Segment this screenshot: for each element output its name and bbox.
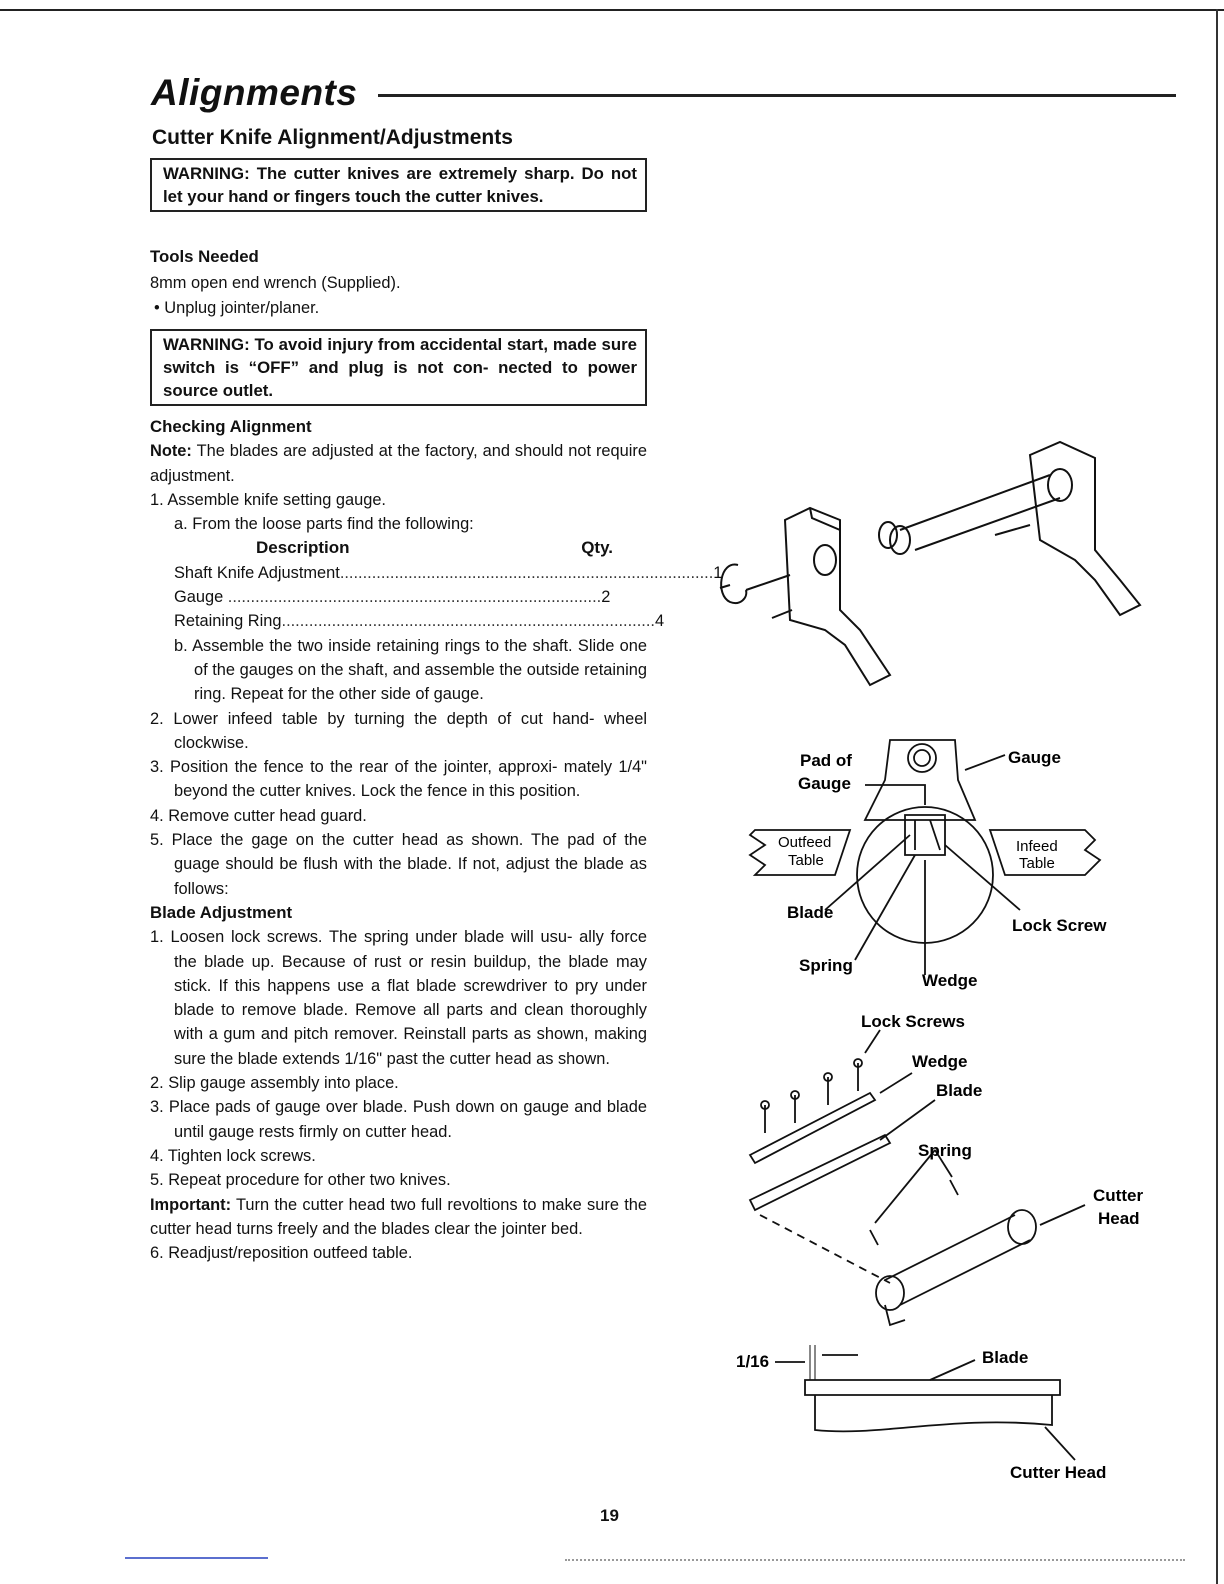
blade-adjustment-heading: Blade Adjustment (150, 902, 293, 922)
step-1b: b. Assemble the two inside retaining rings to the shaft. Slide one of the gauges on the shaft, and assemble the outside retaining ring. Repeat for the other side of gauge. (174, 636, 647, 704)
step-2: 2. Lower infeed table by turning the depth of cut hand- wheel clockwise. (150, 709, 647, 752)
label-outfeed: Outfeed (778, 834, 832, 851)
step-1a: a. From the loose parts find the following: (174, 515, 474, 534)
step-4: 4. Remove cutter head guard. (150, 806, 367, 825)
parts-header-description: Description (256, 538, 350, 558)
step-1: 1. Assemble knife setting gauge. (150, 490, 386, 509)
label-wedge: Wedge (922, 971, 978, 990)
label-spring: Spring (799, 956, 853, 975)
step-3: 3. Position the fence to the rear of the jointer, approxi- mately 1/4" beyond the cutter knives. Lock the fence in this position. (150, 758, 647, 801)
label-fraction: 1/16 (736, 1352, 770, 1371)
parts-header-qty: Qty. (581, 538, 613, 558)
table-row: Shaft Knife Adjustment .................................................................................. 1 (174, 563, 723, 582)
tools-section (150, 245, 647, 320)
note-label: Note: (150, 442, 192, 461)
top-border (0, 9, 1224, 11)
blade-step-5: 5. Repeat procedure for other two knives. (150, 1171, 451, 1190)
label-infeed-table: Table (1019, 855, 1055, 872)
label-gauge-pad: Gauge (798, 774, 851, 793)
blade-step-1: 1. Loosen lock screws. The spring under blade will usu- ally force the blade up. Because of rust or resin buildup, the blade may stick. If this happens use a flat blade screwdriver to pry under blade to remove blade. Remove all parts and clean thoroughly with a gum and pitch remover. Reinstall parts as shown, making sure the blade extends 1/16" past the cutter head as shown. (150, 928, 647, 1068)
bottom-dotted-rule (565, 1559, 1185, 1562)
label-lock-screw: Lock Screw (1012, 916, 1107, 935)
tools-heading: Tools Needed (150, 247, 259, 266)
label-lock-screws: Lock Screws (861, 1012, 965, 1031)
note-paragraph (150, 439, 647, 488)
important-label: Important: (150, 1195, 232, 1214)
blade-step-3: 3. Place pads of gauge over blade. Push down on gauge and blade until gauge rests firmly on cutter head. (150, 1098, 647, 1141)
tools-bullet: • Unplug jointer/planer. (154, 298, 320, 317)
table-row: Gauge .................................................................................. 2 (174, 588, 611, 607)
page-title: Alignments (151, 72, 358, 113)
note-text: The blades are adjusted at the factory, and should not require adjustment. (150, 442, 647, 485)
exploded-cutter-head-diagram (740, 1005, 1170, 1325)
gauge-on-cutter-head-diagram (740, 725, 1170, 1000)
important-text: Turn the cutter head two full revoltions to make sure the cutter head turns freely and the blades clear the jointer bed. (150, 1195, 647, 1238)
blade-step-4: 4. Tighten lock screws. (150, 1146, 316, 1165)
label-blade-exploded: Blade (936, 1081, 983, 1100)
label-pad-of: Pad of (800, 751, 852, 770)
label-spring-exploded: Spring (918, 1141, 972, 1160)
label-infeed: Infeed (1016, 838, 1058, 855)
section-title: Cutter Knife Alignment/Adjustments (152, 126, 513, 149)
right-border (1216, 9, 1218, 1584)
table-row: Retaining Ring .................................................................................. 4 (174, 612, 665, 631)
label-gauge: Gauge (1008, 748, 1061, 767)
blade-profile-diagram (730, 1335, 1170, 1490)
label-outfeed-table: Table (788, 852, 824, 869)
bottom-blue-rule (125, 1557, 268, 1559)
label-blade-profile: Blade (982, 1348, 1029, 1367)
label-blade: Blade (787, 903, 834, 922)
blade-step-2: 2. Slip gauge assembly into place. (150, 1074, 399, 1093)
checking-heading: Checking Alignment (150, 417, 312, 436)
parts-table-header (150, 536, 647, 560)
warning-box-unplug: WARNING: To avoid injury from accidental start, made sure switch is “OFF” and plug is not con- nected to power source outlet. (150, 329, 647, 406)
label-wedge-exploded: Wedge (912, 1052, 968, 1071)
page-number: 19 (600, 1506, 619, 1525)
title-rule (378, 94, 1176, 97)
step-5: 5. Place the gage on the cutter head as shown. The pad of the guage should be flush with the blade. If not, adjust the blade as follows: (150, 831, 647, 898)
label-cutter: Cutter (1093, 1186, 1144, 1205)
tools-text: 8mm open end wrench (Supplied). (150, 274, 401, 293)
label-cutter-head: Cutter Head (1010, 1463, 1107, 1482)
checking-section (150, 415, 723, 1265)
shaft-gauge-illustration (700, 430, 1170, 700)
blade-step-6: 6. Readjust/reposition outfeed table. (150, 1244, 413, 1263)
warning-box-sharp: WARNING: The cutter knives are extremely sharp. Do not let your hand or fingers touch the cutter knives. (150, 158, 647, 212)
important-paragraph (150, 1193, 647, 1242)
label-head: Head (1098, 1209, 1140, 1228)
